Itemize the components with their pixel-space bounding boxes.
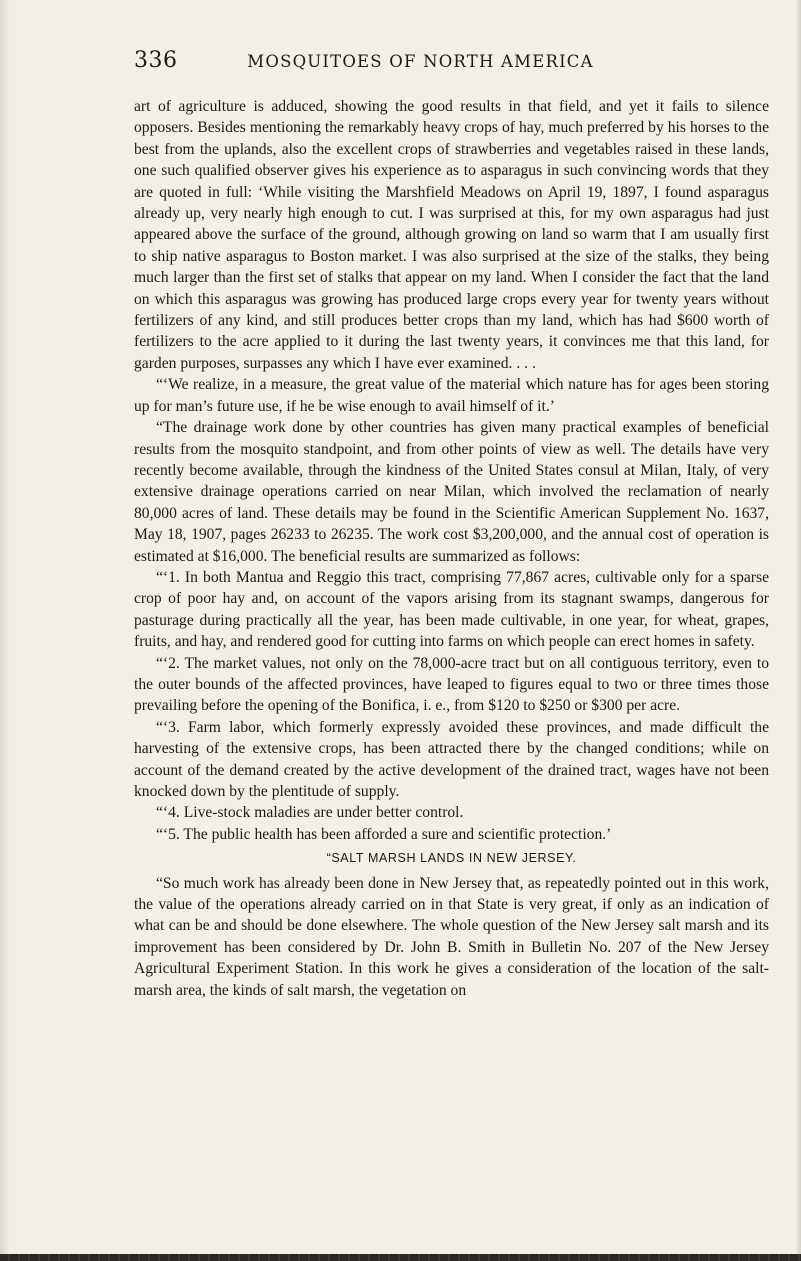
paragraph: art of agriculture is adduced, showing the good results in that field, and yet it fails to silence opposers. Besides mentioning the remarkably heavy crops of hay, much preferred by his horses to the best from the uplands, also the excellent crops of strawberries and vegetables raised in these lands, one such qualified observer gives his experience as to asparagus in such convincing words that they are quoted in full: ‘While visiting the Marshfield Meadows on April 19, 1897, I found asparagus already up, very nearly high enough to cut. I was surprised at this, for my own asparagus had just appeared above the surface of the ground, although growing on land so warm that I am usually first to ship native asparagus to Boston market. I was also surprised at the size of the stalks, they being much larger than the first set of stalks that appear on my land. When I consider the fact that the land on which this asparagus was growing has produced large crops every year for twenty years without fertilizers of any kind, and still produces better crops than my land, which has had $600 worth of fertilizers to the acre applied to it during the last twenty years, it convinces me that this land, for garden purposes, surpasses any which I have ever examined. . . . <box>134 98 769 372</box>
binding-shadow <box>0 0 10 1261</box>
body-text <box>134 96 769 1001</box>
paragraph: “The drainage work done by other countries has given many practical examples of beneficial results from the mosquito standpoint, and from other points of view as well. The details have very recently become available, through the kindness of the United States consul at Milan, Italy, of very extensive drainage operations carried on near Milan, which involved the reclamation of nearly 80,000 acres of land. These details may be found in the Scientific American Supplement No. 1637, May 18, 1907, pages 26233 to 26235. The work cost $3,200,000, and the annual cost of operation is estimated at $16,000. The beneficial results are summarized as follows: <box>134 419 769 565</box>
paragraph: “‘3. Farm labor, which formerly expressly avoided these provinces, and made difficult the harvesting of the extensive crops, has been attracted there by the changed conditions; while on account of the demand created by the active development of the drained tract, wages have not been knocked down by the plentitude of supply. <box>134 718 769 800</box>
paragraph: “So much work has already been done in New Jersey that, as repeatedly pointed out in this work, the value of the operations already carried on in that State is very great, if only as an indication of what can be and should be done elsewhere. The whole question of the New Jersey salt marsh and its improvement has been considered by Dr. John B. Smith in Bulletin No. 207 of the New Jersey Agricultural Experiment Station. In this work he gives a consideration of the location of the salt-marsh area, the kinds of salt marsh, the vegetation on <box>134 874 769 999</box>
section-heading: “SALT MARSH LANDS IN NEW JERSEY. <box>326 851 577 866</box>
page-number: 336 <box>134 48 178 73</box>
bottom-scan-edge <box>0 1254 801 1261</box>
paragraph: “‘5. The public health has been afforded a sure and scientific protection.’ <box>156 825 612 843</box>
paragraph: “‘We realize, in a measure, the great value of the material which nature has for ages been storing up for man’s future use, if he be wise enough to avail himself of it.’ <box>134 376 769 415</box>
running-head: MOSQUITOES OF NORTH AMERICA <box>247 52 594 71</box>
page-edge-shadow <box>795 0 801 1261</box>
page-header <box>0 48 801 78</box>
paragraph: “‘2. The market values, not only on the 78,000-acre tract but on all contiguous territory, even to the outer bounds of the affected provinces, have leaped to figures equal to two or three times those prevailing before the opening of the Bonifica, i. e., from $120 to $250 or $300 per acre. <box>134 654 769 715</box>
paragraph: “‘4. Live-stock maladies are under better control. <box>156 804 464 822</box>
paragraph: “‘1. In both Mantua and Reggio this tract, comprising 77,867 acres, cultivable only for a sparse crop of poor hay and, on account of the vapors arising from its stagnant swamps, dangerous for pasturage during practically all the year, has been made cultivable, in one year, for wheat, grapes, fruits, and hay, and rendered good for cutting into farms on which people can erect homes in safety. <box>134 568 769 651</box>
